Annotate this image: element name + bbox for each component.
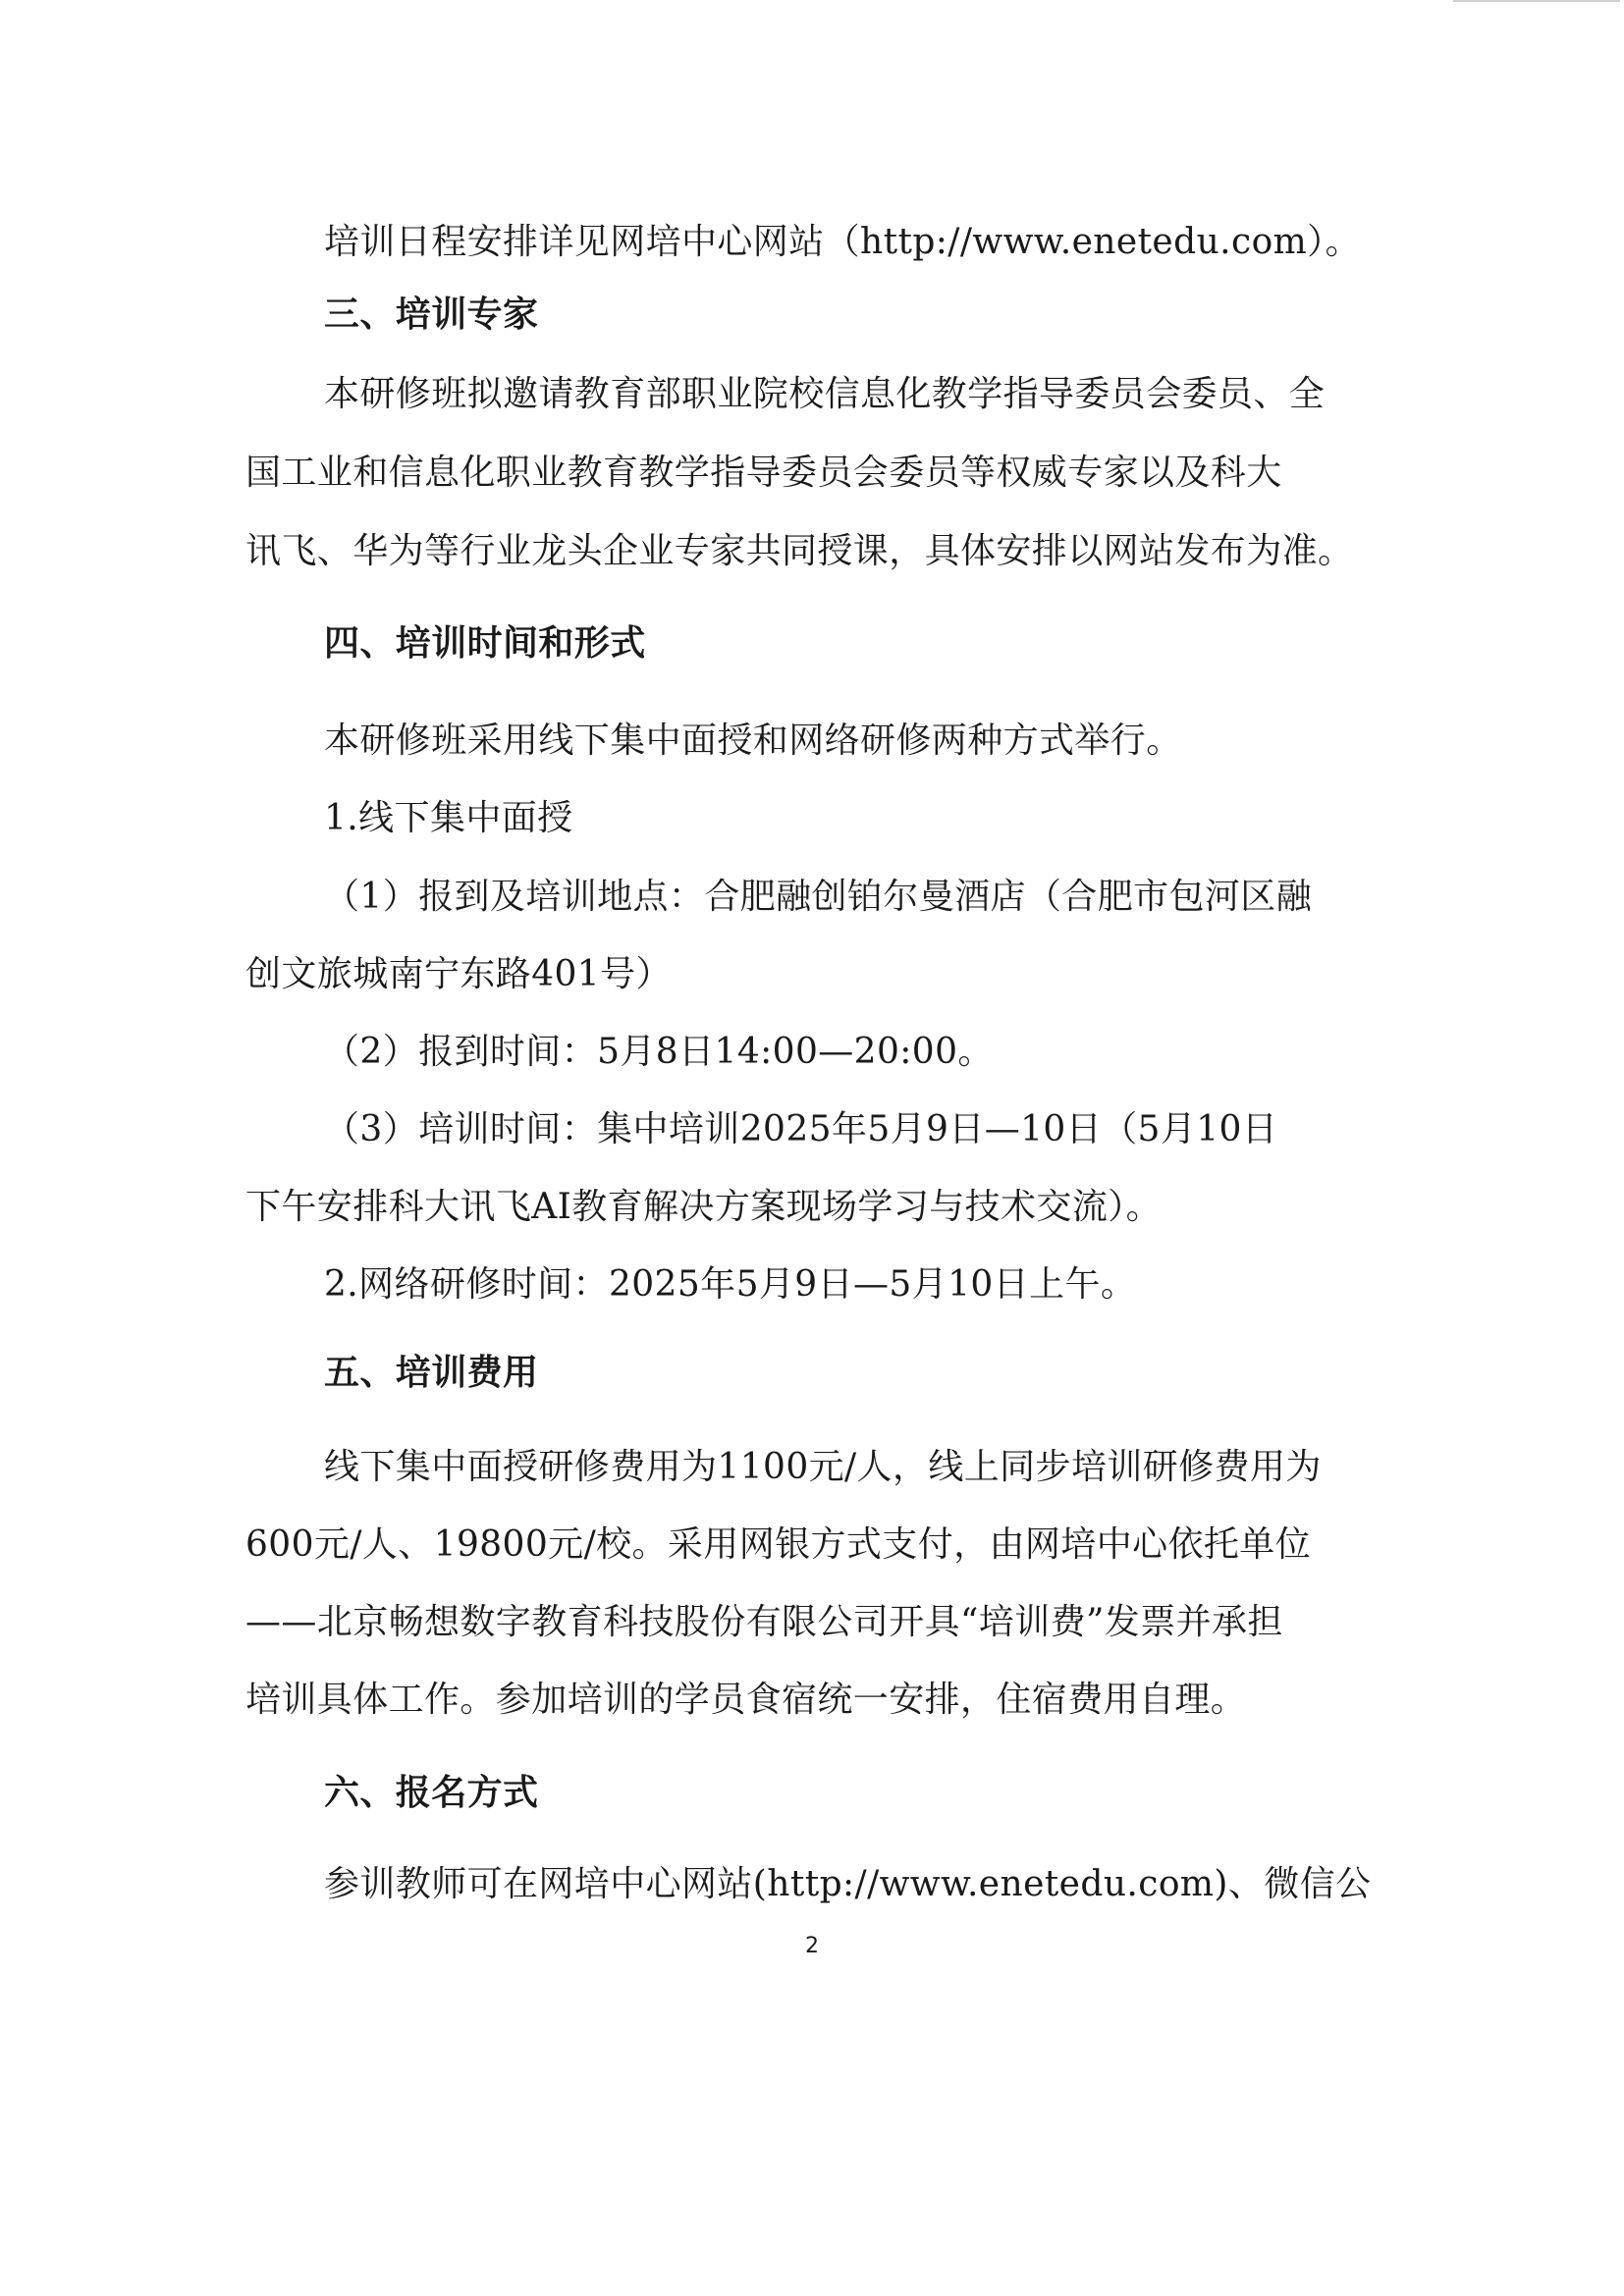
paragraph-fees-line-2: 600元/人、19800元/校。采用网银方式支付，由网培中心依托单位 xyxy=(245,1524,1312,1565)
list-item-location-line-2: 创文旅城南宁东路401号） xyxy=(245,954,672,994)
list-item-checkin-time: （2）报到时间：5月8日14:00—20:00。 xyxy=(324,1032,994,1072)
paragraph-fees-line-3: ——北京畅想数字教育科技股份有限公司开具“培训费”发票并承担 xyxy=(245,1602,1283,1642)
paragraph-schedule-line: 培训日程安排详见网培中心网站（http://www.enetedu.com）。 xyxy=(324,222,1361,262)
list-item-training-time-line-1: （3）培训时间：集中培训2025年5月9日—10日（5月10日 xyxy=(324,1109,1278,1149)
paragraph-fees-line-1: 线下集中面授研修费用为1100元/人，线上同步培训研修费用为 xyxy=(324,1447,1322,1487)
paragraph-experts-line-3: 讯飞、华为等行业龙头企业专家共同授课，具体安排以网站发布为准。 xyxy=(245,531,1354,571)
list-item-location-line-1: （1）报到及培训地点：合肥融创铂尔曼酒店（合肥市包河区融 xyxy=(324,877,1313,917)
list-item-offline: 1.线下集中面授 xyxy=(324,798,573,838)
scan-edge-mark xyxy=(1453,0,1620,2)
list-item-online-time: 2.网络研修时间：2025年5月9日—5月10日上午。 xyxy=(324,1264,1137,1305)
list-item-training-time-line-2: 下午安排科大讯飞AI教育解决方案现场学习与技术交流）。 xyxy=(245,1187,1163,1227)
section-heading-experts: 三、培训专家 xyxy=(324,294,539,335)
paragraph-registration-line-1: 参训教师可在网培中心网站(http://www.enetedu.com)、微信公 xyxy=(324,1864,1372,1904)
section-heading-fees: 五、培训费用 xyxy=(324,1353,539,1393)
page-number: 2 xyxy=(805,1934,819,1958)
paragraph-format-intro: 本研修班采用线下集中面授和网络研修两种方式举行。 xyxy=(324,721,1182,761)
section-heading-registration: 六、报名方式 xyxy=(324,1773,539,1813)
paragraph-experts-line-2: 国工业和信息化职业教育教学指导委员会委员等权威专家以及科大 xyxy=(245,453,1282,493)
section-heading-time-format: 四、培训时间和形式 xyxy=(324,623,646,664)
paragraph-fees-line-4: 培训具体工作。参加培训的学员食宿统一安排，住宿费用自理。 xyxy=(245,1680,1247,1720)
paragraph-experts-line-1: 本研修班拟邀请教育部职业院校信息化教学指导委员会委员、全 xyxy=(324,374,1326,414)
